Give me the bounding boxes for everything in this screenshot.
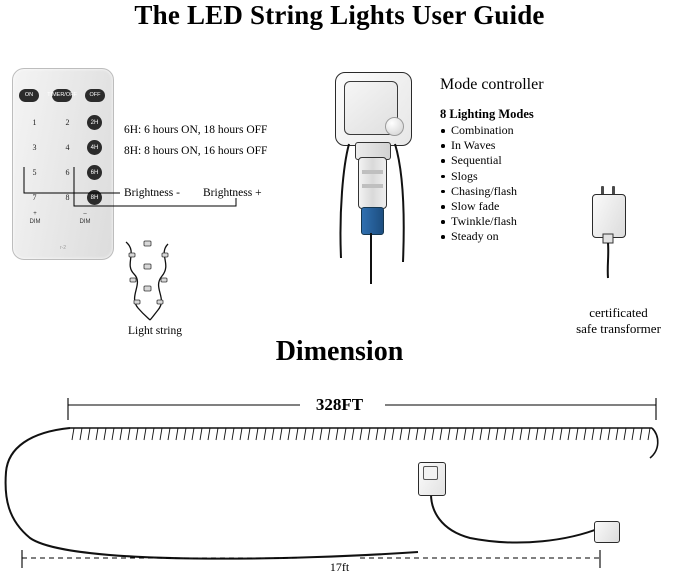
dimension-controller-box xyxy=(418,462,446,496)
transformer-cable xyxy=(588,234,628,294)
length-bottom-label: 17ft xyxy=(329,560,350,574)
mode-item: Twinkle/flash xyxy=(440,214,517,229)
timer-note-6h: 6H: 6 hours ON, 18 hours OFF xyxy=(124,124,268,136)
mode-item: Slow fade xyxy=(440,199,517,214)
brightness-plus-label: Brightness + xyxy=(203,187,262,199)
transformer-label-line2: safe transformer xyxy=(576,321,661,336)
remote-dim-down-symbol[interactable]: + xyxy=(33,211,37,217)
remote-number-4[interactable]: 4 xyxy=(65,142,70,152)
light-string-label: Light string xyxy=(128,325,182,337)
length-top-label: 328FT xyxy=(315,395,364,414)
transformer-label xyxy=(556,305,679,337)
remote-4h-button[interactable]: 4H xyxy=(87,140,102,155)
controller-wires xyxy=(325,62,435,292)
remote-dim-down-label: DIM xyxy=(29,219,41,225)
page-title: The LED String Lights User Guide xyxy=(134,0,545,30)
remote-number-2[interactable]: 2 xyxy=(65,117,70,127)
mode-controller-illustration xyxy=(325,62,435,292)
mode-item: Steady on xyxy=(440,229,517,244)
remote-dim-up-symbol[interactable]: – xyxy=(83,211,87,217)
mode-item: Combination xyxy=(440,123,517,138)
lighting-modes-list xyxy=(440,123,517,245)
remote-2h-button[interactable]: 2H xyxy=(87,115,102,130)
transformer-body xyxy=(592,194,626,238)
transformer-label-line1: certificated xyxy=(589,305,648,320)
dimension-controller-screen xyxy=(423,466,438,480)
transformer-illustration xyxy=(588,186,628,250)
dimension-heading: Dimension xyxy=(275,336,404,367)
mode-controller-title: Mode controller xyxy=(440,76,544,93)
mode-item: Chasing/flash xyxy=(440,184,517,199)
remote-number-8[interactable]: 8 xyxy=(65,192,70,202)
remote-logo: r-2 xyxy=(59,245,67,251)
remote-number-7[interactable]: 7 xyxy=(32,192,37,202)
remote-number-3[interactable]: 3 xyxy=(32,142,37,152)
remote-6h-button[interactable]: 6H xyxy=(87,165,102,180)
remote-off-button[interactable]: OFF xyxy=(85,89,105,102)
remote-number-5[interactable]: 5 xyxy=(32,167,37,177)
lighting-modes-heading: 8 Lighting Modes xyxy=(440,107,534,121)
mode-item: Slogs xyxy=(440,169,517,184)
remote-number-1[interactable]: 1 xyxy=(32,117,37,127)
remote-dim-up-label: DIM xyxy=(79,219,91,225)
brightness-minus-label: Brightness - xyxy=(124,187,180,199)
dimension-power-plug xyxy=(594,521,620,543)
mode-item: Sequential xyxy=(440,153,517,168)
light-string-sample xyxy=(118,238,204,324)
timer-note-8h: 8H: 8 hours ON, 16 hours OFF xyxy=(124,145,268,157)
remote-on-button[interactable]: ON xyxy=(19,89,39,102)
remote-8h-button[interactable]: 8H xyxy=(87,190,102,205)
mode-item: In Waves xyxy=(440,138,517,153)
remote-number-6[interactable]: 6 xyxy=(65,167,70,177)
dimension-diagram xyxy=(0,380,679,585)
remote-timer-off-button[interactable]: TIMER/OFF xyxy=(52,89,72,102)
